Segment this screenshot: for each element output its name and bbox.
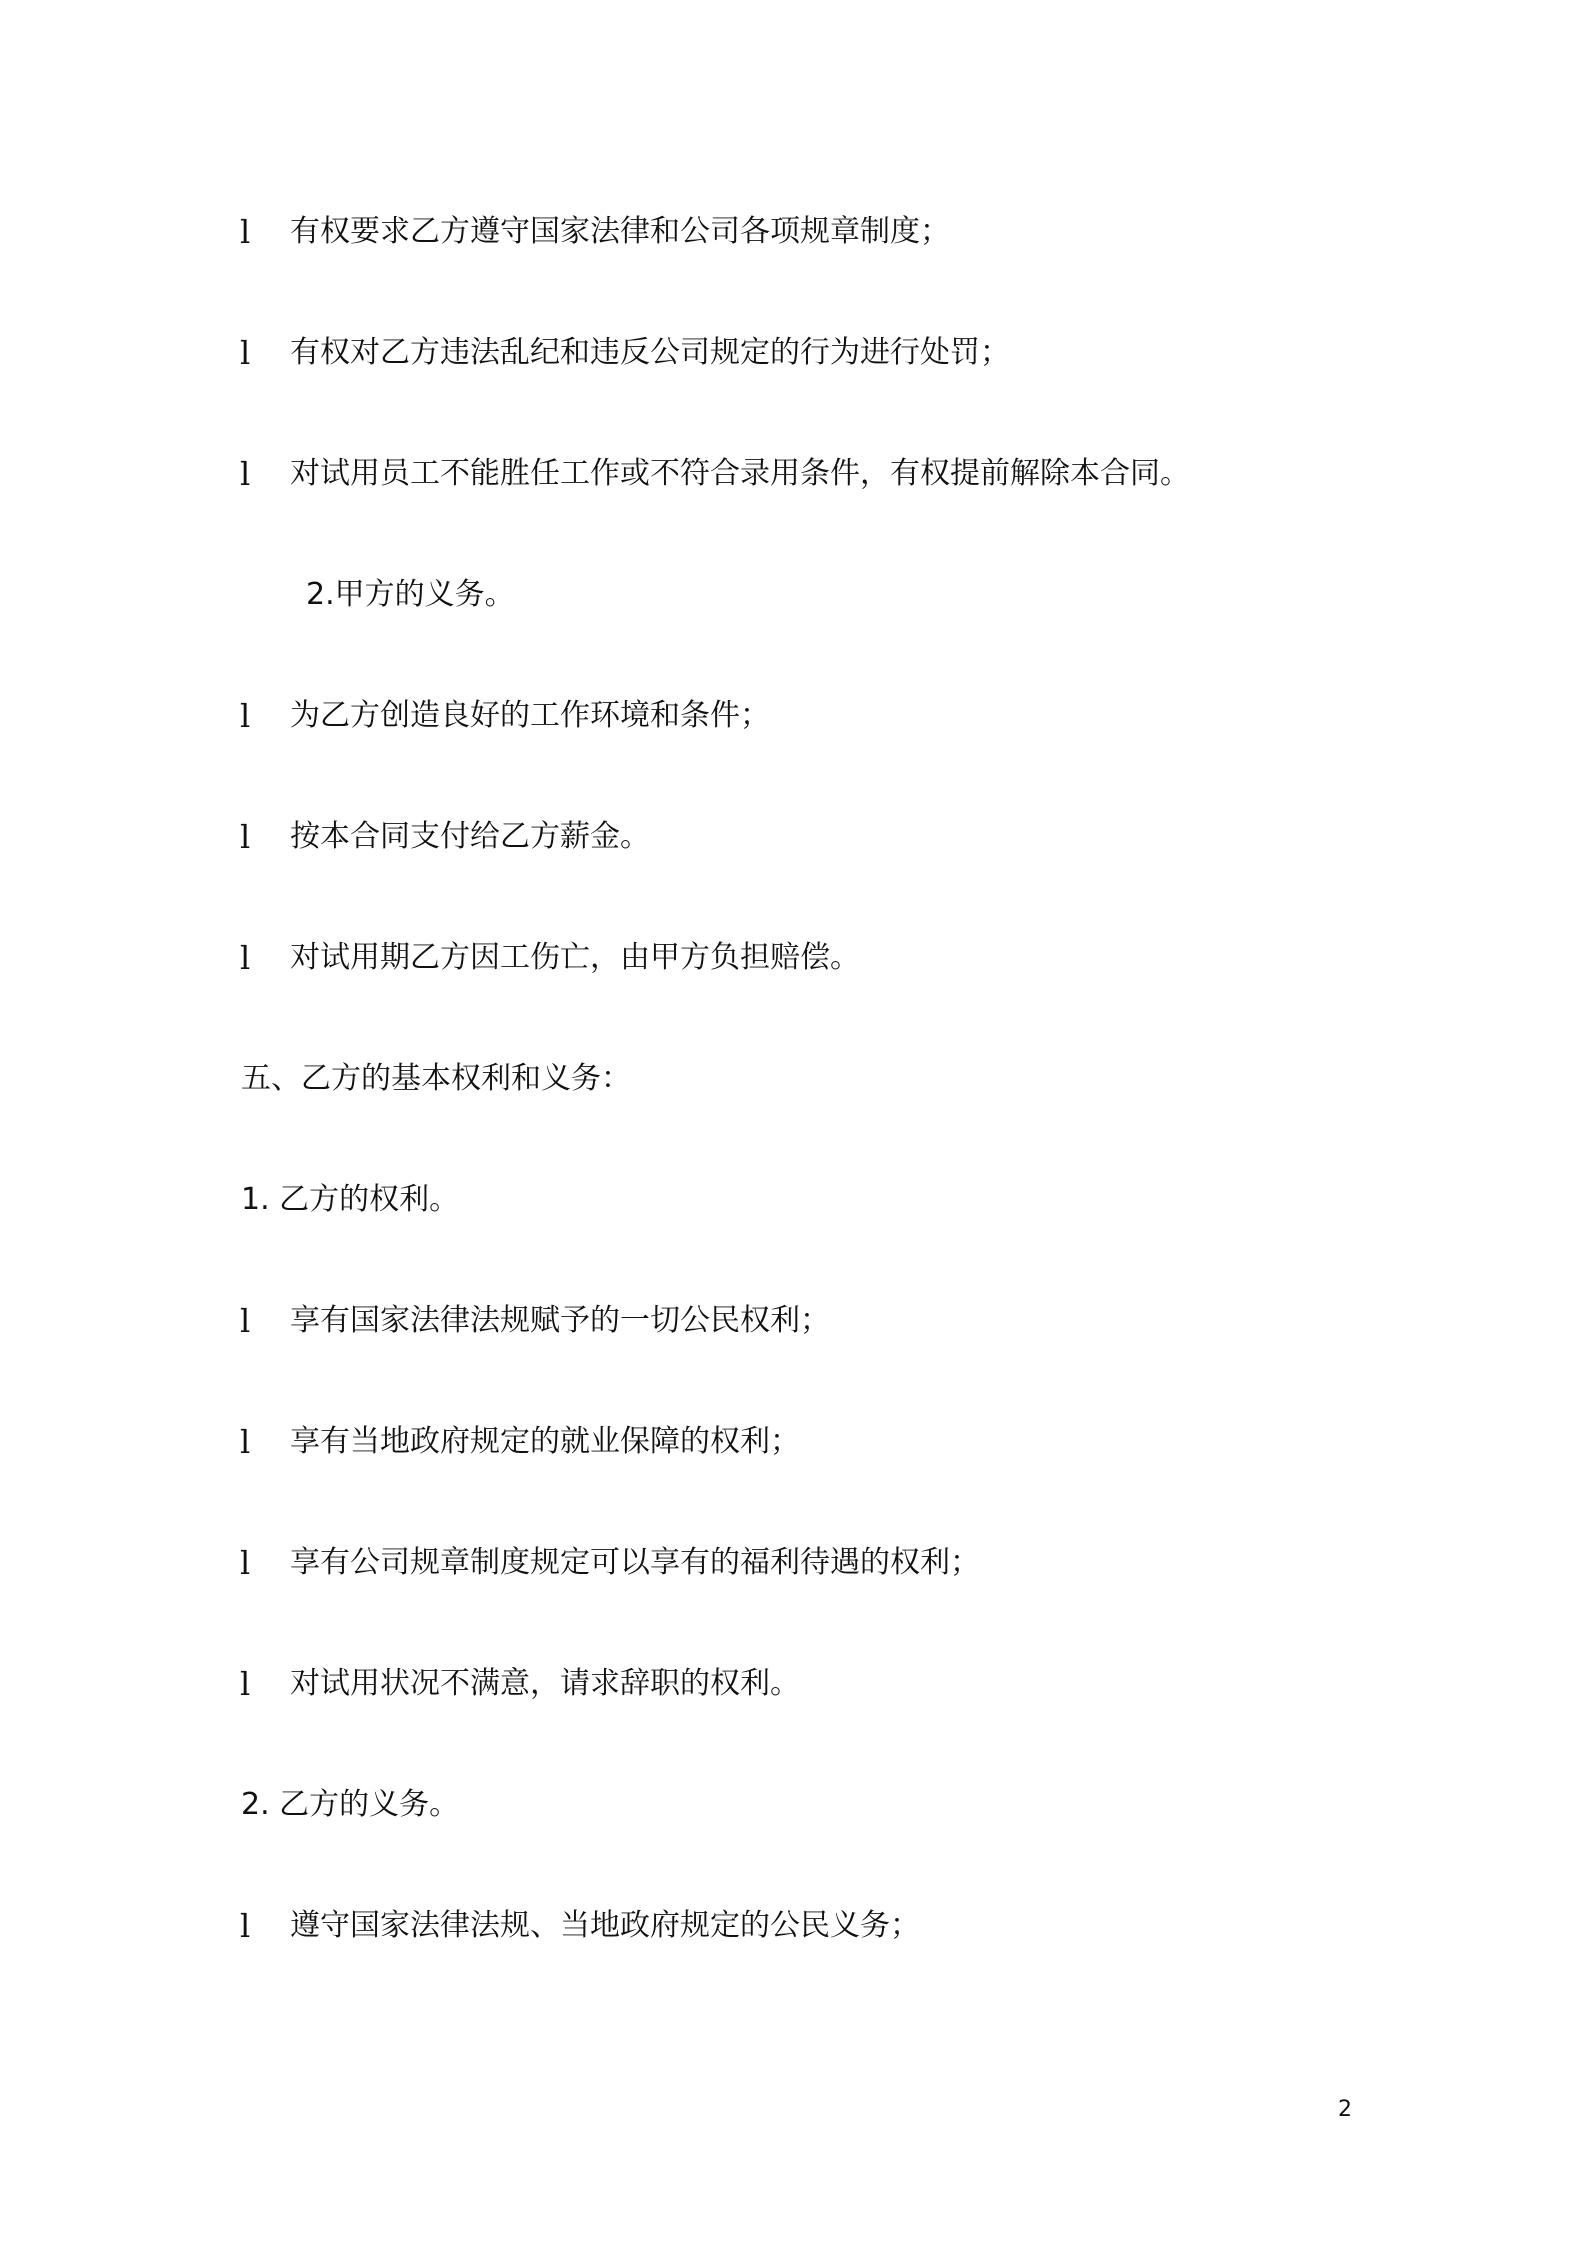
list-item-text: 有权对乙方违法乱纪和违反公司规定的行为进行处罚；	[290, 335, 1010, 370]
bullet-marker: l	[240, 697, 251, 735]
bullet-marker: l	[240, 1665, 251, 1703]
bullet-marker: l	[240, 455, 251, 493]
list-item-text: 对试用期乙方因工伤亡，由甲方负担赔偿。	[290, 940, 860, 975]
bullet-marker: l	[240, 1544, 251, 1582]
subsection-heading-text: 1. 乙方的权利。	[241, 1182, 460, 1217]
subsection-heading-text: 2. 乙方的义务。	[241, 1787, 460, 1822]
list-item-text: 为乙方创造良好的工作环境和条件；	[290, 698, 770, 733]
list-item-text: 享有公司规章制度规定可以享有的福利待遇的权利；	[290, 1545, 980, 1580]
bullet-marker: l	[240, 1423, 251, 1461]
bullet-marker: l	[240, 213, 251, 251]
list-item-text: 按本合同支付给乙方薪金。	[290, 819, 650, 854]
list-item-text: 对试用员工不能胜任工作或不符合录用条件，有权提前解除本合同。	[290, 456, 1190, 491]
page-number: 2	[1338, 2097, 1352, 2122]
bullet-marker: l	[240, 818, 251, 856]
bullet-marker: l	[240, 1302, 251, 1340]
list-item-text: 对试用状况不满意，请求辞职的权利。	[290, 1666, 800, 1701]
list-item-text: 享有当地政府规定的就业保障的权利；	[290, 1424, 800, 1459]
subsection-heading-text: 2.甲方的义务。	[306, 577, 515, 612]
bullet-marker: l	[240, 1907, 251, 1945]
list-item-text: 有权要求乙方遵守国家法律和公司各项规章制度；	[290, 214, 950, 249]
list-item-text: 享有国家法律法规赋予的一切公民权利；	[290, 1303, 830, 1338]
bullet-marker: l	[240, 334, 251, 372]
list-item-text: 遵守国家法律法规、当地政府规定的公民义务；	[290, 1908, 920, 1943]
bullet-marker: l	[240, 939, 251, 977]
section-heading-text: 五、乙方的基本权利和义务：	[241, 1061, 631, 1096]
